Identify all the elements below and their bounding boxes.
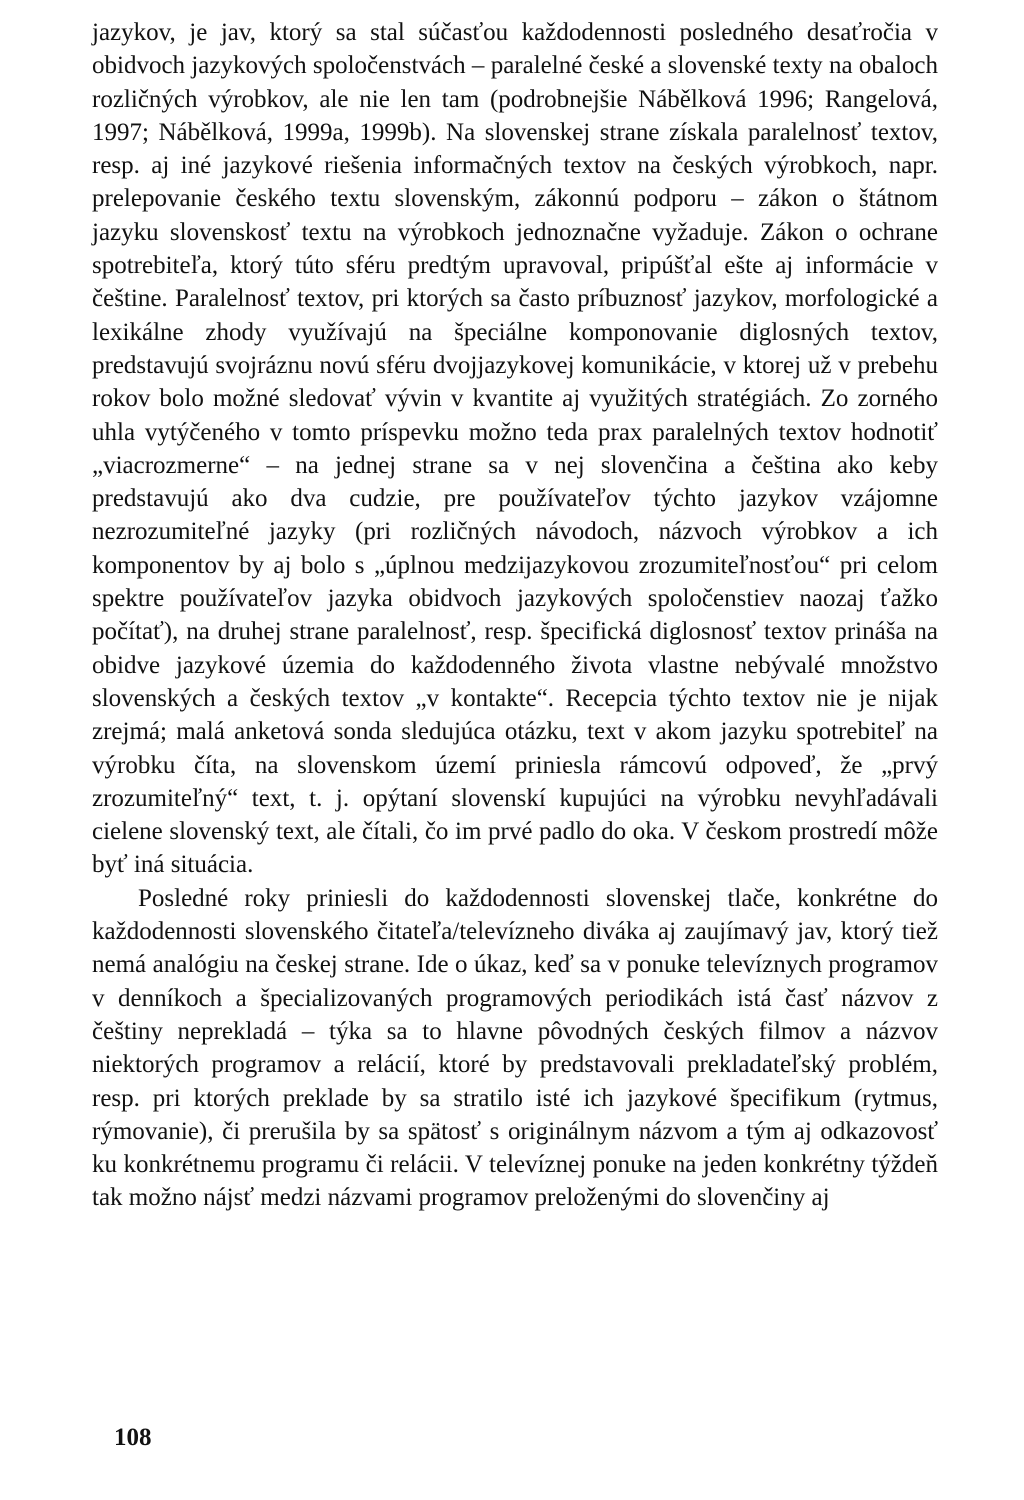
body-text — [92, 16, 938, 1215]
paragraph-continued: jazykov, je jav, ktorý sa stal súčasťou každodennosti posledného desaťročia v obidvoch jazykových spoločenstvách – paralelné české a slovenské texty na obaloch rozličných výrobkov, ale nie len tam (podrobnejšie Nábělková 1996; Rangelová, 1997; Nábělková, 1999a, 1999b). Na slovenskej strane získala paralelnosť textov, resp. aj iné jazykové riešenia informačných textov na českých výrobkoch, napr. prelepovanie českého textu slovenským, zákonnú podporu – zákon o štátnom jazyku slovenskosť textu na výrobkoch jednoznačne vyžaduje. Zákon o ochrane spotrebiteľa, ktorý túto sféru predtým upravoval, pripúšťal ešte aj informácie v češtine. Paralelnosť textov, pri ktorých sa často príbuznosť jazykov, morfologické a lexikálne zhody využívajú na špeciálne komponovanie diglosných textov, predstavujú svojráznu novú sféru dvojjazykovej komunikácie, v ktorej už v prebehu rokov bolo možné sledovať vývin v kvantite aj využitých stratégiách. Zo zorného uhla vytýčeného v tomto príspevku možno teda prax paralelných textov hodnotiť „viacrozmerne“ – na jednej strane sa v nej slovenčina a čeština ako keby predstavujú ako dva cudzie, pre používateľov týchto jazykov vzájomne nezrozumiteľné jazyky (pri rozličných návodoch, názvoch výrobkov a ich komponentov by aj bolo s „úplnou medzijazykovou zrozumiteľnosťou“ pri celom spektre používateľov jazyka obidvoch jazykových spoločenstiev naozaj ťažko počítať), na druhej strane paralelnosť, resp. špecifická diglosnosť textov prináša na obidve jazykové územia do každodenného života vlastne nebývalé množstvo slovenských a českých textov „v kontakte“. Recepcia týchto textov nie je nijak zrejmá; malá anketová sonda sledujúca otázku, text v akom jazyku spotrebiteľ na výrobku číta, na slovenskom území priniesla rámcovú odpoveď, že „prvý zrozumiteľný“ text, t. j. opýtaní slovenskí kupujúci na výrobku nevyhľadávali cielene slovenský text, ale čítali, čo im prvé padlo do oka. V českom prostredí môže byť iná situácia. — [92, 19, 938, 879]
paragraph-new: Posledné roky priniesli do každodennosti slovenskej tlače, konkrétne do každodennosti slovenského čitateľa/televízneho diváka aj zaujímavý jav, ktorý tiež nemá analógiu na českej strane. Ide o úkaz, keď sa v ponuke televíznych programov v denníkoch a špecializovaných programových periodikách istá časť názvov z češtiny neprekladá – týka sa to hlavne pôvodných českých filmov a názvov niektorých programov a relácií, ktoré by predstavovali prekladateľský problém, resp. pri ktorých preklade by sa stratilo isté ich jazykové špecifikum (rytmus, rýmovanie), či prerušila by sa spätosť s originálnym názvom a tým aj odkazovosť ku konkrétnemu programu či relácii. V televíznej ponuke na jeden konkrétny týždeň tak možno nájsť medzi názvami programov preloženými do slovenčiny aj — [92, 884, 938, 1212]
page-number: 108 — [114, 1424, 152, 1451]
